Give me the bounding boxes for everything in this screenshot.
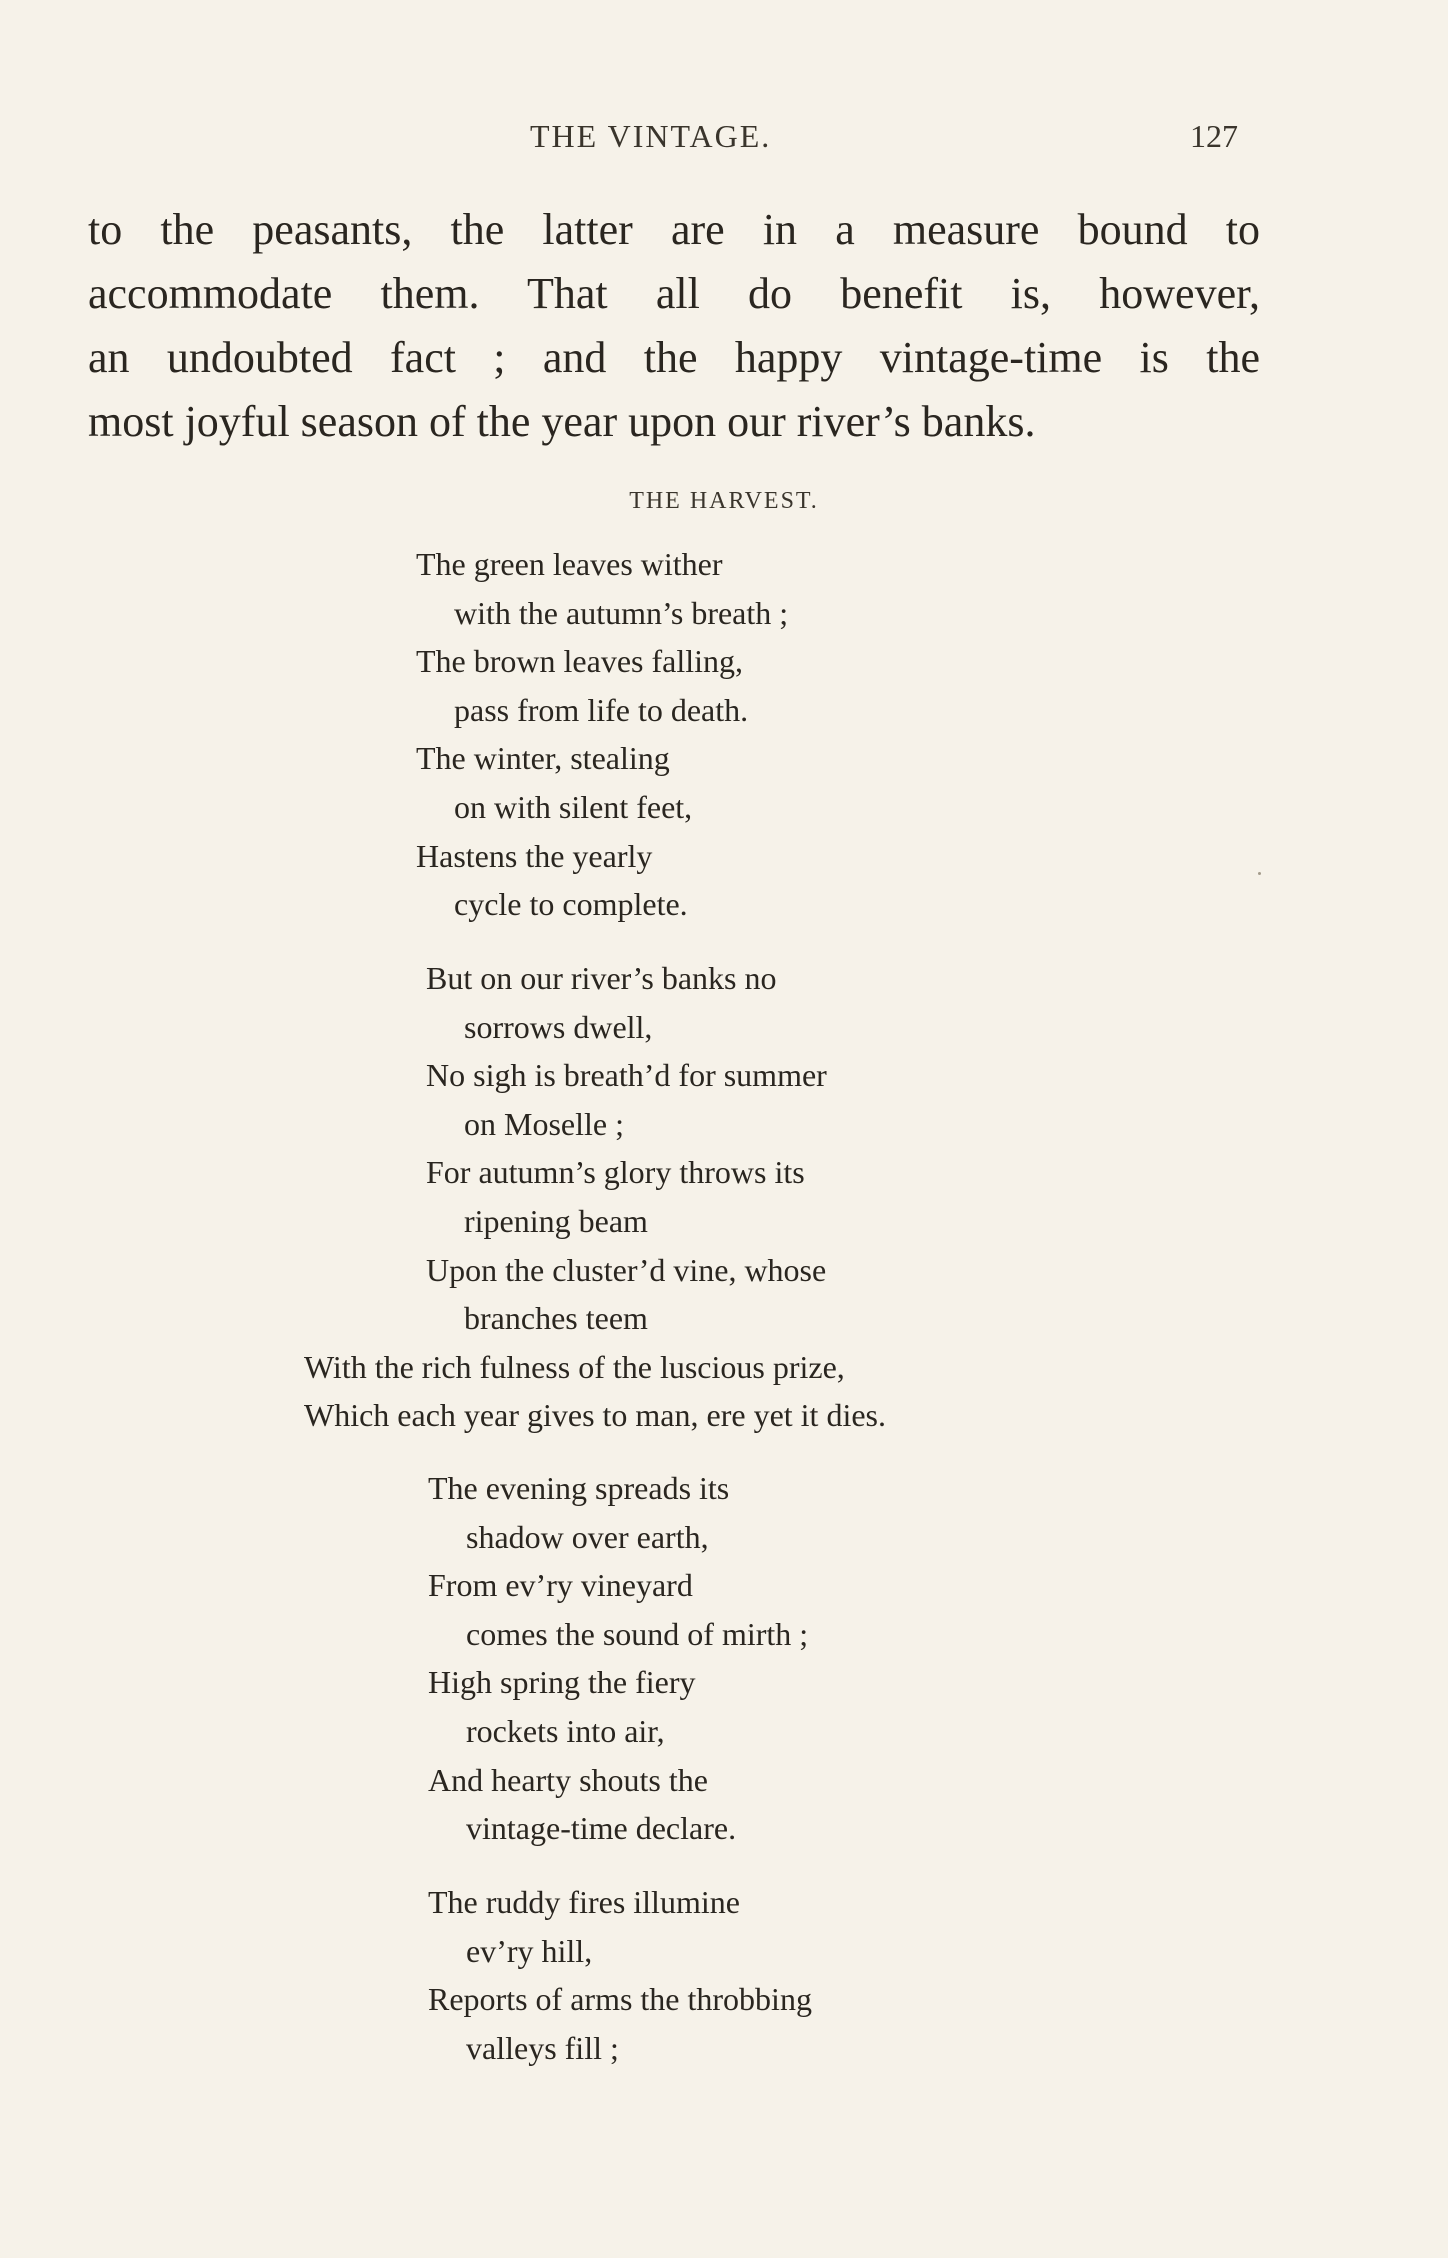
poem-title: THE HARVEST. (629, 488, 819, 514)
stanza-2 (304, 954, 886, 1440)
verse-line: vintage-time declare. (466, 1810, 737, 1847)
verse-line: Upon the cluster’d vine, whose (426, 1251, 827, 1288)
verse-line: on with silent feet, (454, 788, 693, 825)
stanza-1 (416, 540, 788, 929)
verse-line: The green leaves wither (416, 546, 723, 582)
verse-line: No sigh is breath’d for summer (426, 1057, 827, 1094)
verse-line: with the autumn’s breath ; (454, 594, 789, 631)
prose-line: accommodate them. That all do benefit is, however, (88, 269, 1260, 318)
verse-line: cycle to complete. (454, 886, 688, 923)
paper-speck (1258, 872, 1261, 875)
prose-line: most joyful season of the year upon our river’s banks. (88, 397, 1036, 446)
verse-line: Hastens the yearly (416, 837, 653, 874)
verse-line: For autumn’s glory throws its (426, 1154, 805, 1191)
verse-line: The brown leaves falling, (416, 643, 743, 680)
verse-line: shadow over earth, (466, 1518, 709, 1555)
verse-line: And hearty shouts the (428, 1761, 708, 1798)
stanza-3 (428, 1464, 808, 1853)
verse-line: The evening spreads its (428, 1470, 730, 1506)
stanza-4 (428, 1878, 812, 2072)
verse-line: valleys fill ; (466, 2029, 619, 2066)
running-head (0, 112, 1448, 160)
prose-line: an undoubted fact ; and the happy vintage-time is the (88, 333, 1260, 382)
page-number: 127 (1190, 118, 1238, 154)
verse-line: pass from life to death. (454, 691, 749, 728)
verse-line: ev’ry hill, (466, 1932, 593, 1969)
verse-line: High spring the fiery (428, 1664, 696, 1701)
verse-line: The ruddy fires illumine (428, 1884, 740, 1920)
prose-line: to the peasants, the latter are in a measure bound to (88, 205, 1260, 254)
verse-line: rockets into air, (466, 1712, 665, 1749)
verse-line: comes the sound of mirth ; (466, 1615, 809, 1652)
verse-line: Which each year gives to man, ere yet it dies. (304, 1397, 886, 1434)
verse-line: Reports of arms the throbbing (428, 1981, 812, 2018)
verse-line: on Moselle ; (464, 1105, 624, 1142)
verse-line: sorrows dwell, (464, 1008, 653, 1045)
verse-line: ripening beam (464, 1202, 648, 1239)
verse-line: But on our river’s banks no (426, 960, 777, 996)
running-title: THE VINTAGE. (530, 118, 772, 154)
verse-line: From ev’ry vineyard (428, 1567, 693, 1604)
verse-line: branches teem (464, 1300, 648, 1337)
verse-line: With the rich fulness of the luscious prize, (304, 1348, 845, 1385)
verse-line: The winter, stealing (416, 740, 670, 777)
prose-paragraph (88, 198, 1260, 454)
